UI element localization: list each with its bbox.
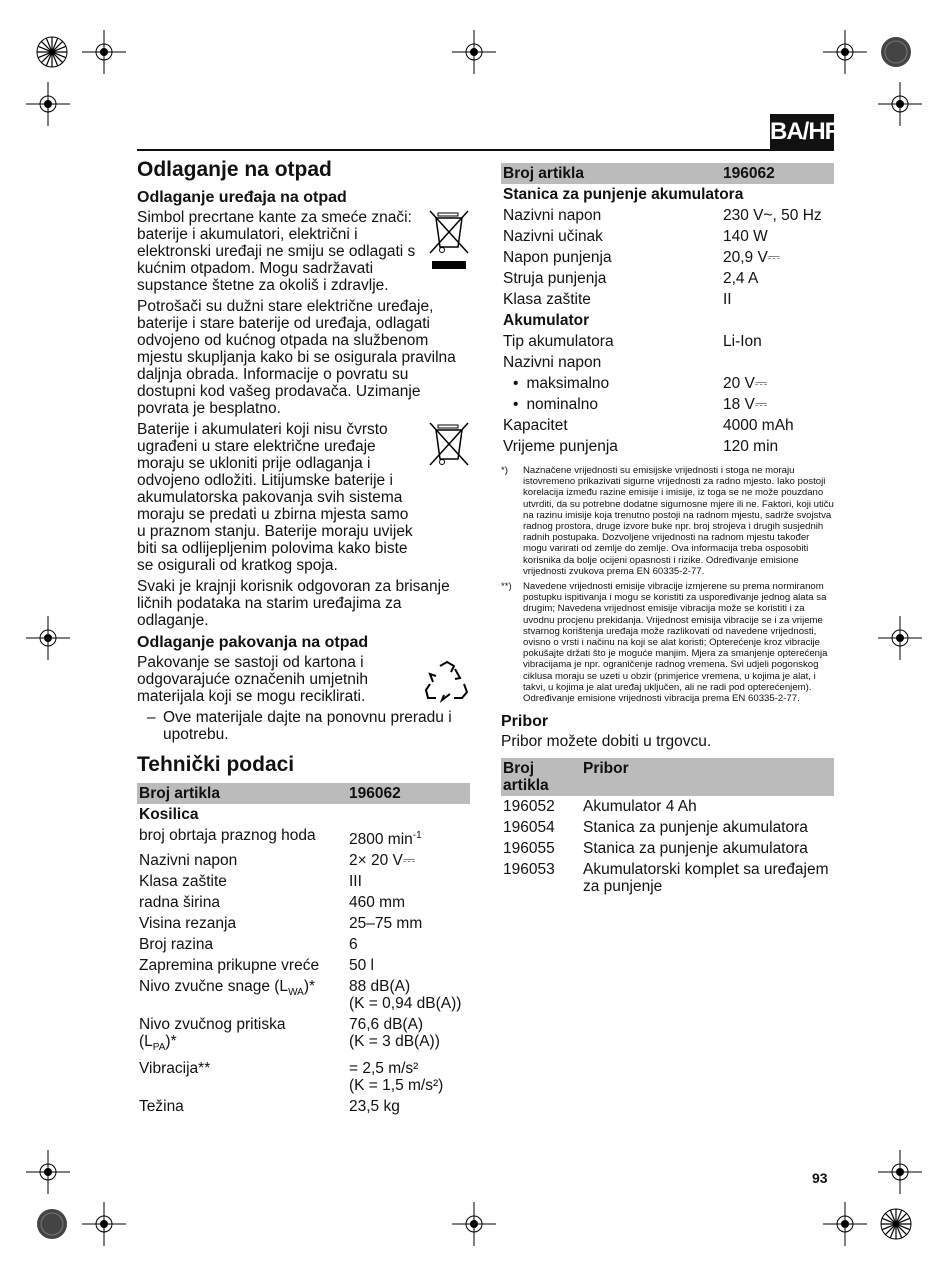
battery-paragraph <box>137 421 470 574</box>
accessories-table <box>501 758 834 897</box>
spec-label: Vrijeme punjenja <box>503 438 618 455</box>
article-number-value: 196062 <box>347 783 470 804</box>
disposal-paragraph-4: Svaki je krajnji korisnik odgovoran za brisanje ličnih podataka na starim uređajima za odlaganje. <box>137 578 450 629</box>
footnote <box>501 581 834 704</box>
registration-mark-icon <box>26 82 70 126</box>
charger-spec-table <box>501 163 834 457</box>
language-badge: BA/HR <box>770 114 834 150</box>
accessory-name: Akumulator 4 Ah <box>583 798 697 816</box>
table-row <box>501 289 834 310</box>
article-number: 196054 <box>503 819 555 837</box>
registration-mark-icon <box>452 30 496 74</box>
recycle-instruction: – Ove materijale dajte na ponovnu preradu i upotrebu. <box>137 709 470 743</box>
header-rule <box>137 149 834 151</box>
spec-value: 18 V⎓ <box>723 396 768 413</box>
table-section-row <box>501 184 834 205</box>
table-row <box>137 825 470 850</box>
spec-label: Težina <box>139 1098 184 1116</box>
registration-mark-icon <box>823 30 867 74</box>
spec-label: • maksimalno <box>501 373 721 394</box>
spec-label: Klasa zaštite <box>139 873 227 891</box>
spec-value: 20 V⎓ <box>723 375 768 392</box>
spec-value: 230 V~, 50 Hz <box>723 207 822 224</box>
table-section-row <box>501 310 834 331</box>
footnote-text: Naznačene vrijednosti su emisijske vrijednosti i stoga ne moraju istovremeno prikazivati sigurne vrijednosti za radno mjesto. Iako postoji korelacija između razine emisije i imisije, iz toga se ne može pouzdano utvrditi, da su potrebne dodatne sigurnosne mjere ili ne. Faktori, koji utiču na razinu imisije koja trenutno postoji na radnom mjestu, sadrže svojstva radnog prostora, druge izvore buke npr. broj strojeva i drugih susjednih radnih postupaka. Dozvoljene vrijednosti na radnom mjestu također mogu varirati od zemlje do zemlje. Ova informacija treba osposobiti korisnika da bolje ocijeni opasnosti i rizike. Određivanje emisione vrijednosti zvukova prema EN 60335-2-77. <box>523 465 834 577</box>
table-row <box>137 976 470 1014</box>
disposal-paragraph-5: Pakovanje se sastoji od kartona i odgovarajuće označenih umjetnih materijala koji se mogu reciklirati. <box>137 654 368 705</box>
section-label: Kosilica <box>139 806 199 823</box>
registration-mark-icon <box>37 37 67 67</box>
table-row <box>137 892 470 913</box>
packaging-paragraph <box>137 654 470 705</box>
article-number-value: 196062 <box>721 163 834 184</box>
table-row <box>137 1014 470 1058</box>
spec-value: Li-Ion <box>723 333 762 350</box>
spec-label: Napon punjenja <box>503 249 612 266</box>
footnote-text: Navedene vrijednosti emisije vibracije izmjerene su prema normiranom postupku ispitivanja i mogu se koristiti za uspoređivanje jednog alata sa drugim; Navedena vrijednost emisije vibracija može se koristiti i za uvodnu procjenu prekidanja. Vrijednost emisija vibracije se i za vrijeme stvarnog korištenja uređaja može razlikovati od navedene vrijednosti, ovisno o vrsti i načinu na koji se alat koristi; Opterećenje kroz vibracije pokušajte držati što je moguće manjim. Mjera za smanjenje opterećenja vibracijama je npr. ograničenje radnog vremena. Svi udjeli pogonskog ciklusa moraju se uzeti u obzir (primjerice vremena, u kojima je alat, i takvi, u kojima je alat uređaj uključen, ali ne radi pod opterećenjem). Određivanje emisione vrijednosti vibracija prema EN 60335-2-77. <box>523 581 828 705</box>
registration-mark-icon <box>82 30 126 74</box>
page-number: 93 <box>812 1170 828 1186</box>
table-row <box>501 394 834 415</box>
spec-label: broj obrtaja praznog hoda <box>139 827 316 844</box>
section-label: Akumulator <box>503 312 590 329</box>
table-row <box>137 934 470 955</box>
spec-value: 25–75 mm <box>349 915 423 933</box>
article-number: 196055 <box>503 840 555 858</box>
disposal-title: Odlaganje na otpad <box>137 158 332 181</box>
spec-label: Vibracija** <box>139 1060 211 1078</box>
table-row <box>137 850 470 871</box>
registration-mark-icon <box>26 616 70 660</box>
packaging-disposal-heading: Odlaganje pakovanja na otpad <box>137 634 369 651</box>
registration-mark-icon <box>452 1202 496 1246</box>
spec-label: Nazivni učinak <box>503 228 603 245</box>
spec-value: 23,5 kg <box>349 1098 400 1116</box>
registration-mark-icon <box>881 1209 911 1239</box>
spec-value: 460 mm <box>349 894 405 912</box>
table-row <box>501 247 834 268</box>
table-section-row <box>137 804 470 825</box>
technical-data-title: Tehnički podaci <box>137 753 295 776</box>
accessories-intro: Pribor možete dobiti u trgovcu. <box>501 733 712 751</box>
table-row <box>501 838 834 859</box>
footnote-mark: **) <box>501 581 512 593</box>
devices-disposal-heading: Odlaganje uređaja na otpad <box>137 189 347 206</box>
spec-value <box>721 352 834 373</box>
spec-label: Tip akumulatora <box>503 333 614 350</box>
footnote-mark: *) <box>501 465 508 476</box>
spec-label: Zapremina prikupne vreće <box>139 957 320 975</box>
spec-value: = 2,5 m/s² (K = 1,5 m/s²) <box>349 1060 444 1095</box>
registration-mark-icon <box>878 616 922 660</box>
spec-label: Klasa zaštite <box>503 291 591 308</box>
table-row <box>501 205 834 226</box>
table-row <box>501 268 834 289</box>
bin-paragraph <box>137 209 470 294</box>
table-row <box>501 859 834 897</box>
table-row <box>137 955 470 976</box>
spec-value: 2,4 A <box>723 270 759 287</box>
spec-label: Broj razina <box>139 936 214 954</box>
table-header-row <box>501 163 834 184</box>
article-number-label: Broj artikla <box>137 783 347 804</box>
right-column <box>501 163 834 897</box>
table-row <box>501 226 834 247</box>
table-row <box>137 871 470 892</box>
registration-mark-icon <box>878 82 922 126</box>
spec-label: Nivo zvučne snage $(L_{WA})*$ <box>139 978 316 999</box>
left-column <box>137 158 470 1117</box>
spec-value: II <box>723 291 732 308</box>
accessory-name: Akumulatorski komplet sa uređajem za punjenje <box>583 861 829 896</box>
spec-label: Nazivni napon <box>503 354 602 371</box>
registration-mark-icon <box>878 1150 922 1194</box>
spec-value: III <box>349 873 362 891</box>
spec-value: 6 <box>349 936 358 954</box>
spec-value: 50 l <box>349 957 374 975</box>
spec-value: 76,6 dB(A) (K = 3 dB(A)) <box>349 1016 440 1051</box>
table-row <box>501 817 834 838</box>
disposal-paragraph-2: Potrošači su dužni stare električne uređaje, baterije i stare baterije od uređaja, odlagati odvojeno od kućnog otpada na službenom mjestu skupljanja kako bi se osigurala pravilna daljnja obrada. Informacije o povratu su dostupni kod vašeg prodavača. Uzimanje povrata je besplatno. <box>137 298 456 417</box>
table-row <box>137 1096 470 1117</box>
registration-mark-icon <box>823 1202 867 1246</box>
table-header-row <box>501 758 834 796</box>
crossed-bin-icon <box>428 209 470 275</box>
registration-mark-icon <box>26 1150 70 1194</box>
spec-label: Nazivni napon <box>503 207 602 224</box>
crossed-bin-icon <box>428 421 470 471</box>
registration-mark-icon <box>37 1209 67 1239</box>
table-row <box>501 796 834 817</box>
disposal-paragraph-1: Simbol precrtane kante za smeće znači: baterije i akumulatori, električni i elektronski uređaji ne smiju se odlagati s kućnim otpadom. Mogu sadržavati supstance štetne za okoliš i zdravlje. <box>137 209 416 294</box>
article-number: 196053 <box>503 861 555 879</box>
table-row <box>501 373 834 394</box>
table-header-row <box>137 783 470 804</box>
registration-mark-icon <box>82 1202 126 1246</box>
spec-label: Visina rezanja <box>139 915 237 933</box>
registration-mark-icon <box>881 37 911 67</box>
spec-value: 120 min <box>723 438 779 455</box>
spec-label: radna širina <box>139 894 220 912</box>
article-number-label: Broj artikla <box>501 163 721 184</box>
spec-value: 2× 20 V⎓ <box>349 852 416 870</box>
spec-label: Kapacitet <box>503 417 568 434</box>
spec-value: 20,9 V⎓ <box>723 249 781 266</box>
table-row <box>501 331 834 352</box>
column-header: Broj artikla <box>501 758 581 796</box>
spec-label: Nivo zvučnog pritiska $(L_{PA})*$ <box>139 1016 286 1054</box>
table-row <box>137 913 470 934</box>
table-row <box>501 436 834 457</box>
accessories-heading: Pribor <box>501 713 549 731</box>
table-row <box>501 415 834 436</box>
disposal-paragraph-3: Baterije i akumulateri koji nisu čvrsto ugrađeni u stare električne uređaje moraju se ukloniti prije odlaganja i odvojeno odložiti. Litijumske baterije i akumulatorska pakovanja svih sistema moraju se predati u zbirna mjesta samo u praznom stanju. Baterije moraju uvijek biti sa odlijepljenim polovima kako biste se osigurali od kratkog spoja. <box>137 421 413 574</box>
recycle-icon <box>424 660 470 708</box>
spec-label: • nominalno <box>501 394 721 415</box>
spec-value: 2800 $\min^{-1}$ <box>349 830 422 849</box>
table-row <box>137 1058 470 1096</box>
spec-label: Nazivni napon <box>139 852 238 870</box>
spec-value: 88 dB(A) (K = 0,94 dB(A)) <box>349 978 462 1013</box>
spec-value: 140 W <box>723 228 768 245</box>
spec-value: 4000 mAh <box>723 417 794 434</box>
column-header: Pribor <box>581 758 834 796</box>
mower-spec-table <box>137 783 470 1117</box>
accessory-name: Stanica za punjenje akumulatora <box>583 819 808 837</box>
section-label: Stanica za punjenje akumulatora <box>503 186 744 203</box>
spec-label: Struja punjenja <box>503 270 607 287</box>
accessory-name: Stanica za punjenje akumulatora <box>583 840 808 858</box>
table-row <box>501 352 834 373</box>
footnote <box>501 465 834 577</box>
article-number: 196052 <box>503 798 555 816</box>
